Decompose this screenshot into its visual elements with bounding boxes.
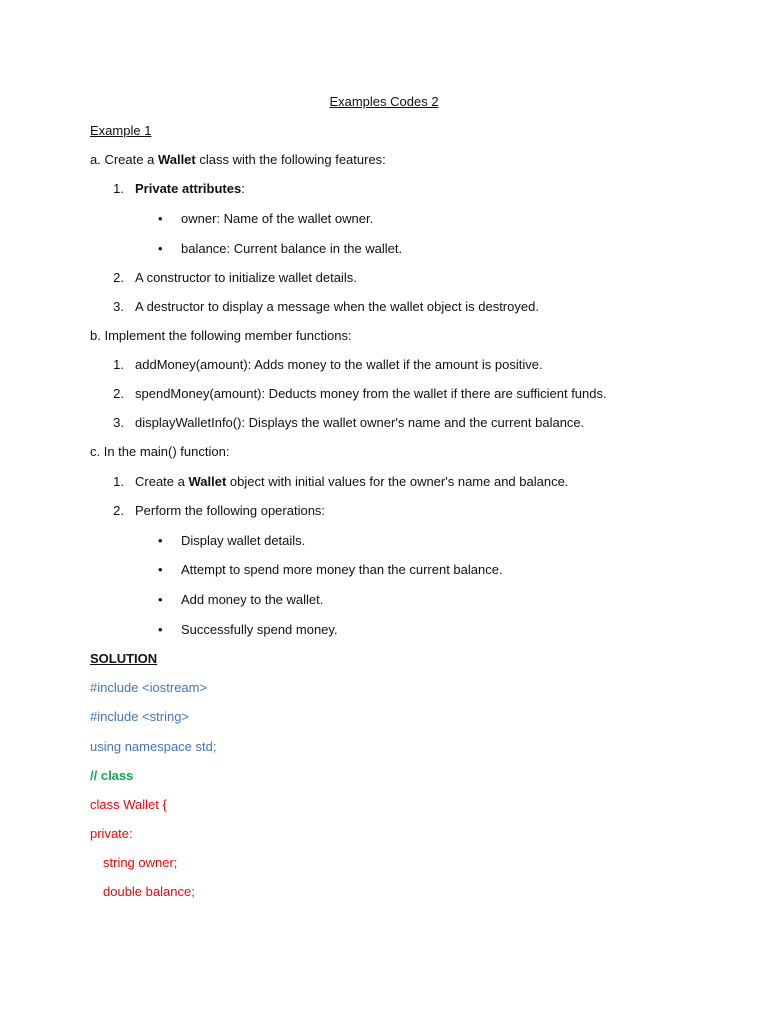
example-heading: Example 1 xyxy=(90,123,152,138)
list-item-text: A destructor to display a message when the wallet object is destroyed. xyxy=(135,299,539,314)
code-field-owner: string owner; xyxy=(103,855,178,870)
bullet-icon: • xyxy=(158,241,163,256)
wallet-bold: Wallet xyxy=(188,474,227,489)
bullet-icon: • xyxy=(158,562,163,577)
bullet-icon: • xyxy=(158,592,163,607)
bullet-text: Display wallet details. xyxy=(181,533,306,548)
list-number: 2. xyxy=(113,386,124,401)
list-number: 2. xyxy=(113,270,124,285)
code-field-balance: double balance; xyxy=(103,884,195,899)
list-item-text: addMoney(amount): Adds money to the wallet if the amount is positive. xyxy=(135,357,543,372)
bullet-text: Attempt to spend more money than the current balance. xyxy=(181,562,503,577)
list-item-text xyxy=(135,181,245,197)
list-item-text: Perform the following operations: xyxy=(135,503,326,518)
bullet-text: balance: Current balance in the wallet. xyxy=(181,241,403,256)
part-c-intro: c. In the main() function: xyxy=(90,444,230,459)
solution-heading: SOLUTION xyxy=(90,651,158,666)
private-attributes-colon: : xyxy=(241,181,245,196)
list-number: 1. xyxy=(113,474,124,489)
code-private-label: private: xyxy=(90,826,133,841)
list-number: 1. xyxy=(113,357,124,372)
list-item-text: A constructor to initialize wallet details. xyxy=(135,270,357,285)
private-attributes-label: Private attributes xyxy=(135,181,242,196)
create-prefix: Create a xyxy=(135,474,189,489)
part-a-intro xyxy=(90,152,386,168)
code-using-namespace: using namespace std; xyxy=(90,739,217,754)
bullet-text: Add money to the wallet. xyxy=(181,592,324,607)
bullet-icon: • xyxy=(158,622,163,637)
part-a-suffix: class with the following features: xyxy=(195,152,386,167)
code-include-iostream: #include <iostream> xyxy=(90,680,208,695)
create-suffix: object with initial values for the owner's name and balance. xyxy=(226,474,569,489)
list-number: 2. xyxy=(113,503,124,518)
list-number: 3. xyxy=(113,415,124,430)
part-b-intro: b. Implement the following member functions: xyxy=(90,328,352,343)
code-comment: // class xyxy=(90,768,134,783)
list-item-text xyxy=(135,474,568,490)
page-title: Examples Codes 2 xyxy=(329,94,439,109)
bullet-text: owner: Name of the wallet owner. xyxy=(181,211,374,226)
code-class-declaration: class Wallet { xyxy=(90,797,167,812)
code-include-string: #include <string> xyxy=(90,709,190,724)
bullet-icon: • xyxy=(158,533,163,548)
list-number: 3. xyxy=(113,299,124,314)
list-item-text: spendMoney(amount): Deducts money from the wallet if there are sufficient funds. xyxy=(135,386,607,401)
part-a-prefix: a. Create a xyxy=(90,152,158,167)
part-a-class-name: Wallet xyxy=(157,152,196,167)
bullet-text: Successfully spend money. xyxy=(181,622,338,637)
list-number: 1. xyxy=(113,181,124,196)
list-item-text: displayWalletInfo(): Displays the wallet owner's name and the current balance. xyxy=(135,415,585,430)
bullet-icon: • xyxy=(158,211,163,226)
